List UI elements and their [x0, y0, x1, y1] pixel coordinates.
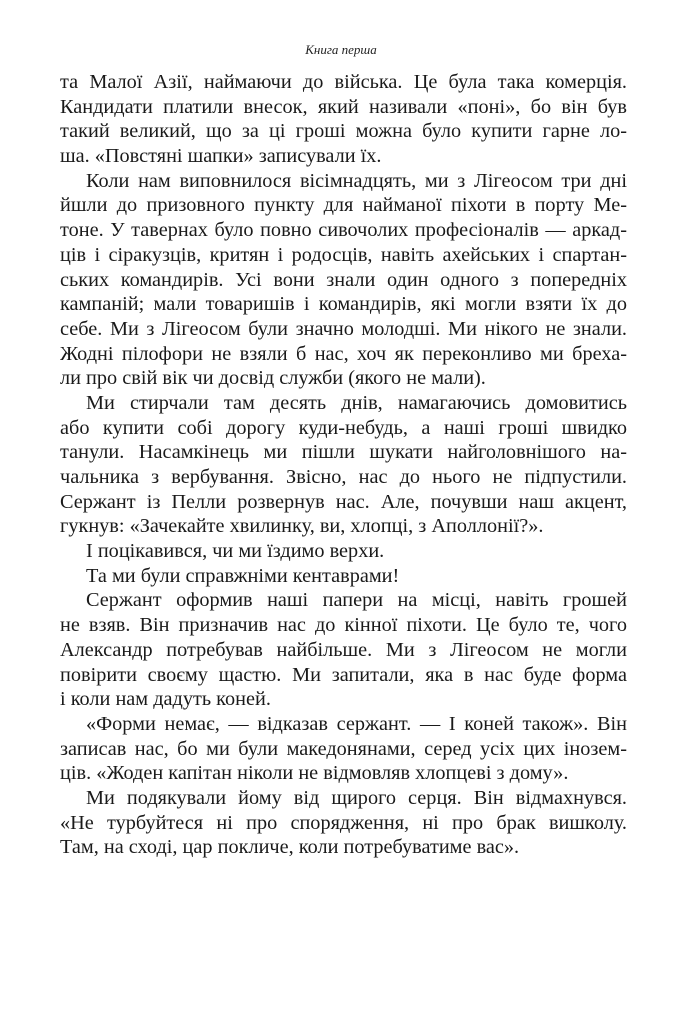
text-line: Ми подякували йому від щирого серця. Він відмахнувся. — [86, 786, 627, 809]
text-line: Сержант із Пелли розвернув нас. Але, почувши наш акцент, — [60, 490, 627, 513]
text-line: Жодні пілофори не взяли б нас, хоч як переконливо ми бреха- — [60, 342, 627, 365]
text-line: Сержант оформив наші папери на місці, навіть грошей — [86, 589, 627, 612]
text-line: повірити своєму щастю. Ми запитали, яка в нас буде форма — [60, 663, 627, 686]
text-line: танули. Насамкінець ми пішли шукати найголовнішого на- — [60, 441, 627, 464]
text-line: себе. Ми з Лігеосом були значно молодші. Ми нікого не знали. — [60, 317, 627, 340]
text-line: такий великий, що за ці гроші можна було купити гарне ло- — [60, 120, 627, 143]
paragraph — [60, 539, 627, 564]
text-line: йшли до призовного пункту для найманої піхоти в порту Ме- — [60, 194, 627, 217]
body-text — [60, 70, 627, 860]
text-line: Кандидати платили внесок, який називали «поні», бо він був — [60, 95, 627, 118]
paragraph — [60, 169, 627, 391]
text-line: тоне. У тавернах було повно сивочолих професіоналів — аркад- — [60, 219, 627, 242]
text-line: Коли нам виповнилося вісімнадцять, ми з Лігеосом три дні — [86, 169, 627, 192]
running-header: Книга перша — [305, 42, 377, 57]
text-line: кампаній; мали товаришів і командирів, які могли взяти їх до — [60, 293, 627, 316]
text-line: та Малої Азії, наймаючи до війська. Це була така комерція. — [60, 71, 627, 93]
text-line: Та ми були справжніми кентаврами! — [86, 564, 400, 587]
text-line: ша. «Повстяні шапки» записували їх. — [60, 145, 382, 168]
text-line: гукнув: «Зачекайте хвилинку, ви, хлопці, з Аполлонії?». — [60, 515, 544, 538]
text-line: ських командирів. Усі вони знали один одного з попередніх — [60, 268, 627, 291]
text-line: або купити собі дорогу куди-небудь, а наші гроші швидко — [60, 416, 627, 439]
paragraph — [60, 712, 627, 786]
text-line: і коли нам дадуть коней. — [60, 688, 271, 711]
text-line: не взяв. Він призначив нас до кінної піхоти. Це було те, чого — [60, 614, 627, 637]
text-line: Ми стирчали там десять днів, намагаючись домовитись — [86, 391, 627, 414]
text-line: записав нас, бо ми були македонянами, серед усіх цих інозем- — [60, 737, 627, 760]
text-line: чальника з вербування. Звісно, нас до нього не підпустили. — [60, 466, 627, 488]
text-line: ців і сіракузців, критян і родосців, навіть ахейських і спартан- — [60, 243, 627, 266]
paragraph — [60, 786, 627, 860]
text-line: «Не турбуйтеся ні про спорядження, ні про брак вишколу. — [60, 811, 627, 834]
paragraph — [60, 391, 627, 539]
paragraph — [60, 588, 627, 711]
paragraph — [60, 70, 627, 169]
text-line: І поцікавився, чи ми їздимо верхи. — [86, 540, 385, 563]
text-line: ли про свій вік чи досвід служби (якого не мали). — [60, 367, 486, 390]
text-line: «Форми немає, — відказав сержант. — І коней також». Він — [86, 712, 627, 735]
text-line: ців. «Жоден капітан ніколи не відмовляв хлопцеві з дому». — [60, 762, 569, 785]
text-line: Александр потребував найбільше. Ми з Лігеосом не могли — [60, 638, 627, 661]
text-line: Там, на сході, цар покличе, коли потребуватиме вас». — [60, 836, 520, 859]
paragraph — [60, 564, 627, 589]
